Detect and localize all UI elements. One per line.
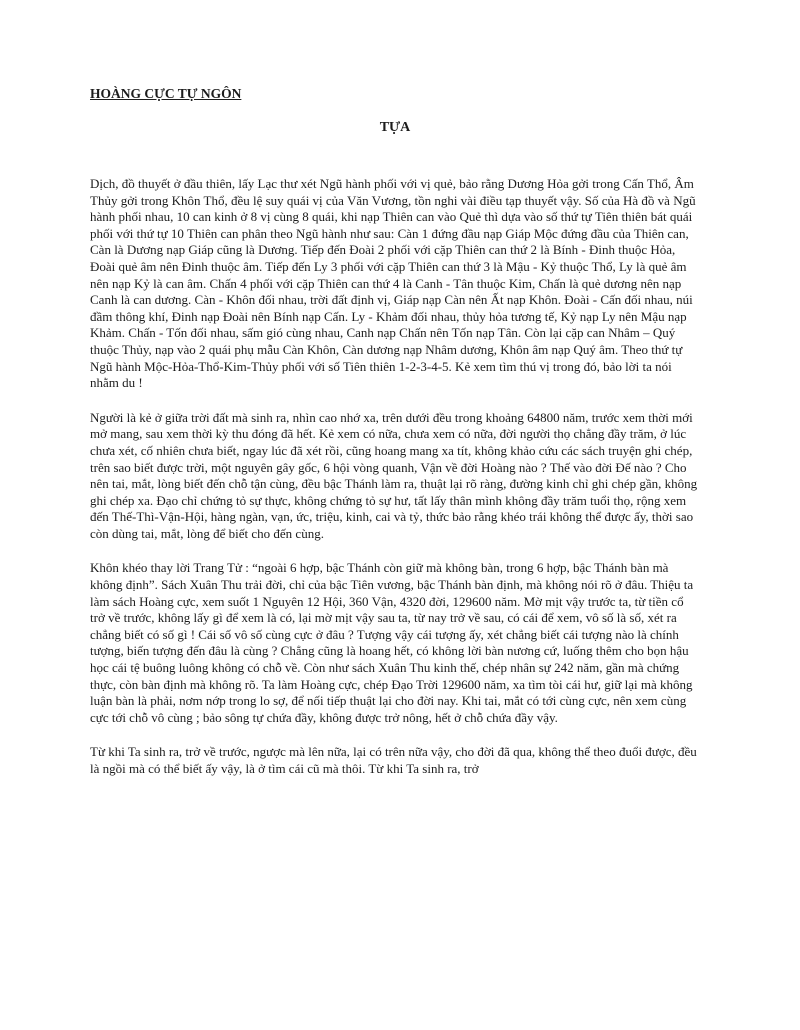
paragraph-1: Dịch, đồ thuyết ở đầu thiên, lấy Lạc thư xét Ngũ hành phối với vị quẻ, bảo rằng Dương Hỏa gởi trong Cấn Thổ, Âm Thủy gởi trong Khôn Thổ, đều lệ suy quái vị của Văn Vương, tồn nghi vài điều tạp thuyết vậy. Số của Hà đồ và Ngũ hành phối nhau, 10 can kinh ở 8 vị cùng 8 quái, khi nạp Thiên can vào Quẻ thì dựa vào số thứ tự Tiên thiên bát quái phối với thứ tự 10 Thiên can phân theo Ngũ hành như sau: Càn 1 đứng đầu nạp Giáp Mộc đứng đầu của Thiên can, Càn là Dương nạp Giáp cũng là Dương. Tiếp đến Đoài 2 phối với cặp Thiên can thứ 2 là Bính - Đinh thuộc Hỏa, Đoài quẻ âm nên Đinh thuộc âm. Tiếp đến Ly 3 phối với cặp Thiên can thứ 3 là Mậu - Kỷ thuộc Thổ, Ly là quẻ âm nên nạp Kỷ là can âm. Chấn 4 phối với cặp Thiên can thứ 4 là Canh - Tân thuộc Kim, Chấn là quẻ dương nên nạp Canh là can dương. Càn - Khôn đối nhau, trời đất định vị, Giáp nạp Càn nên Ất nạp Khôn. Đoài - Cấn đối nhau, núi đầm thông khí, Đinh nạp Đoài nên Bính nạp Cấn. Ly - Khảm đối nhau, thủy hỏa tương tế, Kỷ nạp Ly nên Mậu nạp Khảm. Chấn - Tốn đối nhau, sấm gió cùng nhau, Canh nạp Chấn nên Tốn nạp Tân. Còn lại cặp can Nhâm – Quý thuộc Thủy, nạp vào 2 quái phụ mẫu Càn Khôn, Càn dương nạp Nhâm dương, Khôn âm nạp Quý âm. Theo thứ tự Ngũ hành Mộc-Hỏa-Thổ-Kim-Thủy phối với số Tiên thiên 1-2-3-4-5. Kẻ xem tìm thú vị trong đó, bảo lời ta nói nhằm du !: [90, 176, 696, 391]
document-title: HOÀNG CỰC TỰ NGÔN: [90, 86, 242, 101]
paragraph-2: Người là kẻ ở giữa trời đất mà sinh ra, nhìn cao nhớ xa, trên dưới đều trong khoảng 64800 năm, trước xem thời mới mở mang, sau xem thời kỳ thu đóng đã hết. Kẻ xem có nữa, chưa xem có nữa, đời người thọ chẳng đầy trăm, ở lúc chưa xét, cố nhiên chưa biết, ngay lúc đã xét rồi, cũng hoang mang xa tít, không khảo cứu các sách truyện ghi chép, trên sao biết được trời, một nguyên gây gốc, 6 hội vòng quanh, Vận về đời Hoàng nào ? Thế vào đời Đế nào ? Cho nên tai, mắt, lòng biết đến chỗ tận cùng, đều bậc Thánh làm ra, thuật lại rõ ràng, đường kinh chỉ ghi chép gần, không ghi chép xa. Đạo chỉ chứng tỏ sự thực, không chứng tỏ sự hư, tất lấy thân mình không đầy trăm tuổi thọ, rộng xem đến Thế-Thì-Vận-Hội, hàng ngàn, vạn, ức, triệu, kinh, cai và tỷ, thức bảo rằng khéo trái không thể được ấy, thời sao còn dùng tai, mắt, lòng để biết cho đến cùng.: [90, 409, 698, 541]
paragraph-3: Khôn khéo thay lời Trang Tử : “ngoài 6 hợp, bậc Thánh còn giữ mà không bàn, trong 6 hợp, bậc Thánh bàn mà không định”. Sách Xuân Thu trải đời, chỉ của bậc Tiên vương, bậc Thánh bàn định, mà không nói rõ ở đâu. Thiệu ta làm sách Hoàng cực, xem suốt 1 Nguyên 12 Hội, 360 Vận, 4320 đời, 129600 năm. Mờ mịt vậy trước ta, từ tiền cổ trở về trước, không lấy gì để xem là có, lại mờ mịt vậy sau ta, từ nay trở về sau, có cái để xem, vô số là số, xét ra chẳng biết có số gì ! Cái số vô số cùng cực ở đâu ? Tượng vậy cái tượng ấy, xét chẳng biết cái tượng nào là chính tượng, biến tượng đến đâu là cùng ? Chẳng cũng là hoang hết, có không lời bàn nương cứ, luống thêm cho bọn hậu học cái tệ buông luông không có chỗ về. Còn như sách Xuân Thu kinh thế, chép nhân sự 242 năm, gần mà chứng thực, còn bàn định mà không rõ. Ta làm Hoàng cực, chép Đạo Trời 129600 năm, xa tìm tòi cái hư, giữ lại mà không luận bàn là phải, nơm nớp trong lo sợ, để nối tiếp thuật lại cho đời nay. Khi tai, mắt có tới cùng cực, nên xem cùng cực tới chỗ vô cùng ; bảo sông tự chứa đầy, không được trở nông, hết ở chỗ chứa đầy vậy.: [90, 560, 694, 725]
paragraph-4: Từ khi Ta sinh ra, trở về trước, ngược mà lên nữa, lại có trên nữa vậy, cho đời đã qua, không thể theo đuổi được, đều là ngồi mà có thể biết ấy vậy, là ở tìm cái cũ mà thôi. Từ khi Ta sinh ra, trở: [90, 744, 697, 776]
section-title: TỰA: [379, 120, 411, 135]
